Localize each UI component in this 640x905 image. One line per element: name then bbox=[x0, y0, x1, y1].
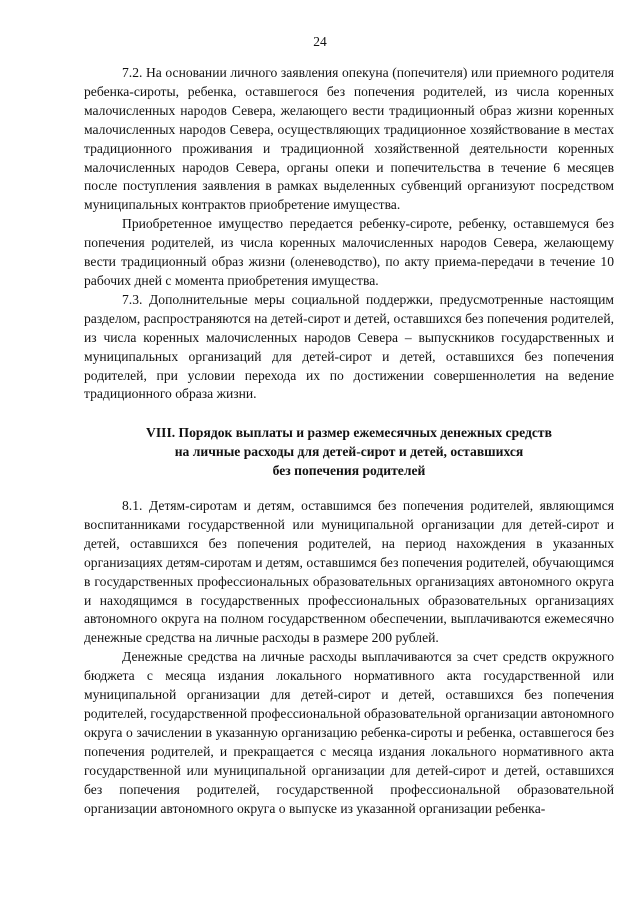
section-heading-viii bbox=[84, 424, 614, 481]
paragraph-7-3: 7.3. Дополнительные меры социальной поддержки, предусмотренные настоящим разделом, распространяются на детей-сирот и детей, оставшихся без попечения родителей, из числа коренных малочисленных народов Севера – выпускников государственных и муниципальных организаций для детей-сирот и детей, оставшихся без попечения родителей, при условии перехода их по достижении совершеннолетия на ведение традиционного образа жизни. bbox=[84, 291, 614, 402]
paragraph-property-transfer: Приобретенное имущество передается ребенку-сироте, ребенку, оставшемуся без попечения родителей, из числа коренных малочисленных народов Севера, желающему вести традиционный образ жизни (оленеводство), по акту приема-передачи в течение 10 рабочих дней с момента приобретения имущества. bbox=[84, 216, 614, 288]
paragraph-7-2: 7.2. На основании личного заявления опекуна (попечителя) или приемного родителя ребенка-сироты, ребенка, оставшегося без попечения родителей, из числа коренных малочисленных народов Севера, желающего вести традиционный образ жизни коренных малочисленных народов Севера, осуществляющих традиционное хозяйствование в местах традиционного проживания и традиционной хозяйственной деятельности коренных малочисленных народов Севера, органы опеки и попечительства в течение 6 месяцев после поступления заявления в рамках выделенных субвенций организуют посредством муниципальных контрактов приобретение имущества. bbox=[84, 65, 614, 213]
paragraph-8-1: 8.1. Детям-сиротам и детям, оставшимся без попечения родителей, являющимся воспитанниками государственной или муниципальной организации для детей-сирот и детей, оставшихся без попечения родителей, на период нахождения в указанных организациях детям-сиротам и детям, оставшимся без попечения родителей, обучающимся в государственных профессиональных образовательных организациях автономного округа и находящимся в государственных профессиональных образовательных организациях автономного округа на полном государственном обеспечении, выплачиваются ежемесячно денежные средства на личные расходы в размере 200 рублей. bbox=[84, 498, 614, 646]
document-body bbox=[84, 64, 614, 818]
section-heading-line-1: VIII. Порядок выплаты и размер ежемесячных денежных средств bbox=[146, 425, 552, 441]
section-heading-line-2: на личные расходы для детей-сирот и детей, оставшихся bbox=[174, 444, 524, 460]
section-heading-line-3: без попечения родителей bbox=[272, 463, 426, 479]
paragraph-personal-expenses: Денежные средства на личные расходы выплачиваются за счет средств окружного бюджета с месяца издания локального нормативного акта государственной или муниципальной организации для детей-сирот и детей, оставшихся без попечения родителей, государственной профессиональной образовательной организации автономного округа о зачислении в указанную организацию ребенка-сироты и ребенка, оставшегося без попечения родителей, и прекращается с месяца издания локального нормативного акта государственной или муниципальной организации для детей-сирот и детей, оставшихся без попечения родителей, государственной профессиональной образовательной организации автономного округа о выпуске из указанной организации ребенка- bbox=[84, 649, 614, 816]
page-number: 24 bbox=[313, 34, 327, 49]
